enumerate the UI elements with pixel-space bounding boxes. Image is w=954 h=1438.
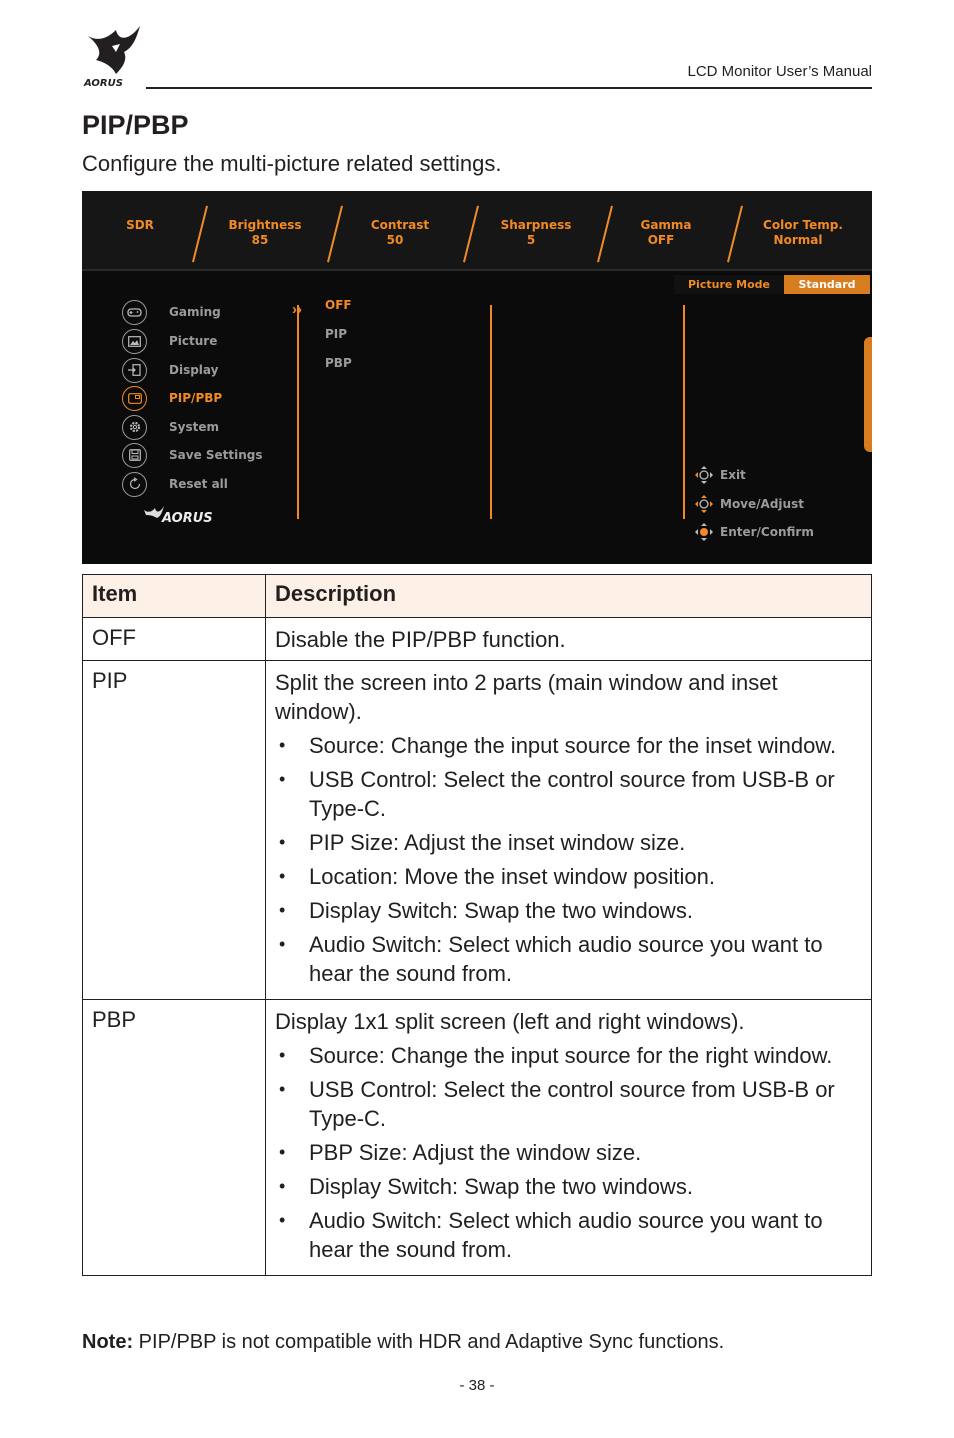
- menu-item-reset-all[interactable]: Reset all: [122, 471, 228, 497]
- menu-item-display[interactable]: Display: [122, 357, 218, 383]
- input-icon: [122, 358, 147, 383]
- joystick-press-icon: [694, 522, 714, 542]
- svg-text:AORUS: AORUS: [84, 78, 123, 88]
- table-row: [83, 661, 872, 1000]
- table-cell-description: Display 1x1 split screen (left and right windows). • Source: Change the input source for the right window. • USB Control: Select the control source from USB-B or Type-C. • PBP Size: Adjust the window size. • Display Switch: Swap the two windows. • Audio Switch: Select which audio source you want to hear the sound from.: [266, 1000, 872, 1276]
- list-item: • Display Switch: Swap the two windows.: [275, 1172, 862, 1201]
- manual-title: LCD Monitor User’s Manual: [687, 63, 872, 80]
- menu-item-system[interactable]: System: [122, 414, 219, 440]
- status-sdr: SDR: [126, 218, 154, 232]
- hint-exit: Exit: [694, 464, 746, 486]
- pip-icon: [122, 386, 147, 411]
- joystick-left-icon: [694, 465, 714, 485]
- note-label: Note:: [82, 1331, 134, 1353]
- save-icon: [122, 443, 147, 468]
- osd-column-divider: [297, 305, 299, 519]
- osd-column-divider: [683, 305, 685, 519]
- table-cell-item: PBP: [83, 1000, 266, 1276]
- description-table: [82, 574, 872, 1276]
- table-header-item: Item: [83, 575, 266, 618]
- status-contrast: Contrast 50: [370, 218, 430, 247]
- list-item: • USB Control: Select the control source from USB-B or Type-C.: [275, 1075, 862, 1133]
- list-item: • Display Switch: Swap the two windows.: [275, 896, 862, 925]
- osd-scroll-tab: [864, 337, 872, 452]
- picture-mode-label: Picture Mode: [674, 275, 784, 294]
- bullet-list: [275, 731, 862, 988]
- list-item: • Audio Switch: Select which audio source you want to hear the sound from.: [275, 930, 862, 988]
- list-item: • Source: Change the input source for the inset window.: [275, 731, 862, 760]
- menu-item-gaming[interactable]: Gaming: [122, 299, 221, 325]
- list-item: • Location: Move the inset window position.: [275, 862, 862, 891]
- page-intro: Configure the multi-picture related settings.: [82, 151, 502, 176]
- gamepad-icon: [122, 300, 147, 325]
- list-item: • PIP Size: Adjust the inset window size.: [275, 828, 862, 857]
- gear-icon: [122, 415, 147, 440]
- table-cell-item: OFF: [83, 618, 266, 661]
- osd-screenshot: [82, 191, 872, 564]
- table-cell-description: Disable the PIP/PBP function.: [266, 618, 872, 661]
- table-row: [83, 1000, 872, 1276]
- osd-aorus-logo: [142, 504, 226, 526]
- menu-item-pip-pbp[interactable]: PIP/PBP: [122, 385, 222, 411]
- status-gamma: Gamma OFF: [640, 218, 692, 247]
- chevron-right-icon: ››: [292, 301, 302, 318]
- osd-menu-panel: [82, 273, 872, 564]
- table-cell-description: Split the screen into 2 parts (main window and inset window). • Source: Change the input source for the inset window. • USB Control: Select the control source from USB-B or Type-C. • PIP Size: Adjust the inset window size. • Location: Move the inset window position. • Display Switch: Swap the two windows. • Audio Switch: Select which audio source you want to hear the sound from.: [266, 661, 872, 1000]
- reset-icon: [122, 472, 147, 497]
- picture-mode-badge: [674, 275, 870, 294]
- menu-item-picture[interactable]: Picture: [122, 328, 217, 354]
- page-title: PIP/PBP: [82, 110, 189, 140]
- osd-column-divider: [490, 305, 492, 519]
- page-number: - 38 -: [459, 1377, 495, 1394]
- note-text: PIP/PBP is not compatible with HDR and Adaptive Sync functions.: [133, 1331, 725, 1353]
- aorus-logo: [82, 22, 146, 88]
- list-item: • Source: Change the input source for the right window.: [275, 1041, 862, 1070]
- table-header-description: Description: [266, 575, 872, 618]
- picture-mode-value: Standard: [798, 278, 856, 291]
- bullet-list: [275, 1041, 862, 1264]
- list-item: • Audio Switch: Select which audio source you want to hear the sound from.: [275, 1206, 862, 1264]
- option-pip[interactable]: PIP: [325, 327, 348, 341]
- list-item: • USB Control: Select the control source from USB-B or Type-C.: [275, 765, 862, 823]
- table-cell-item: PIP: [83, 661, 266, 1000]
- status-color-temp: Color Temp. Normal: [763, 218, 843, 247]
- option-pbp[interactable]: PBP: [325, 356, 352, 370]
- compatibility-note: [82, 1331, 724, 1354]
- hint-enter-confirm: Enter/Confirm: [694, 521, 814, 543]
- menu-item-save-settings[interactable]: Save Settings: [122, 442, 263, 468]
- option-off[interactable]: OFF: [325, 298, 352, 312]
- table-row: [83, 618, 872, 661]
- status-sharpness: Sharpness 5: [500, 218, 572, 247]
- hint-move-adjust: Move/Adjust: [694, 493, 804, 515]
- joystick-updown-icon: [694, 494, 714, 514]
- status-brightness: Brightness 85: [228, 218, 302, 247]
- svg-text:AORUS: AORUS: [162, 511, 213, 526]
- list-item: • PBP Size: Adjust the window size.: [275, 1138, 862, 1167]
- header-divider: [146, 87, 872, 89]
- picture-icon: [122, 329, 147, 354]
- table-header-row: [83, 575, 872, 618]
- osd-status-bar: [82, 191, 872, 271]
